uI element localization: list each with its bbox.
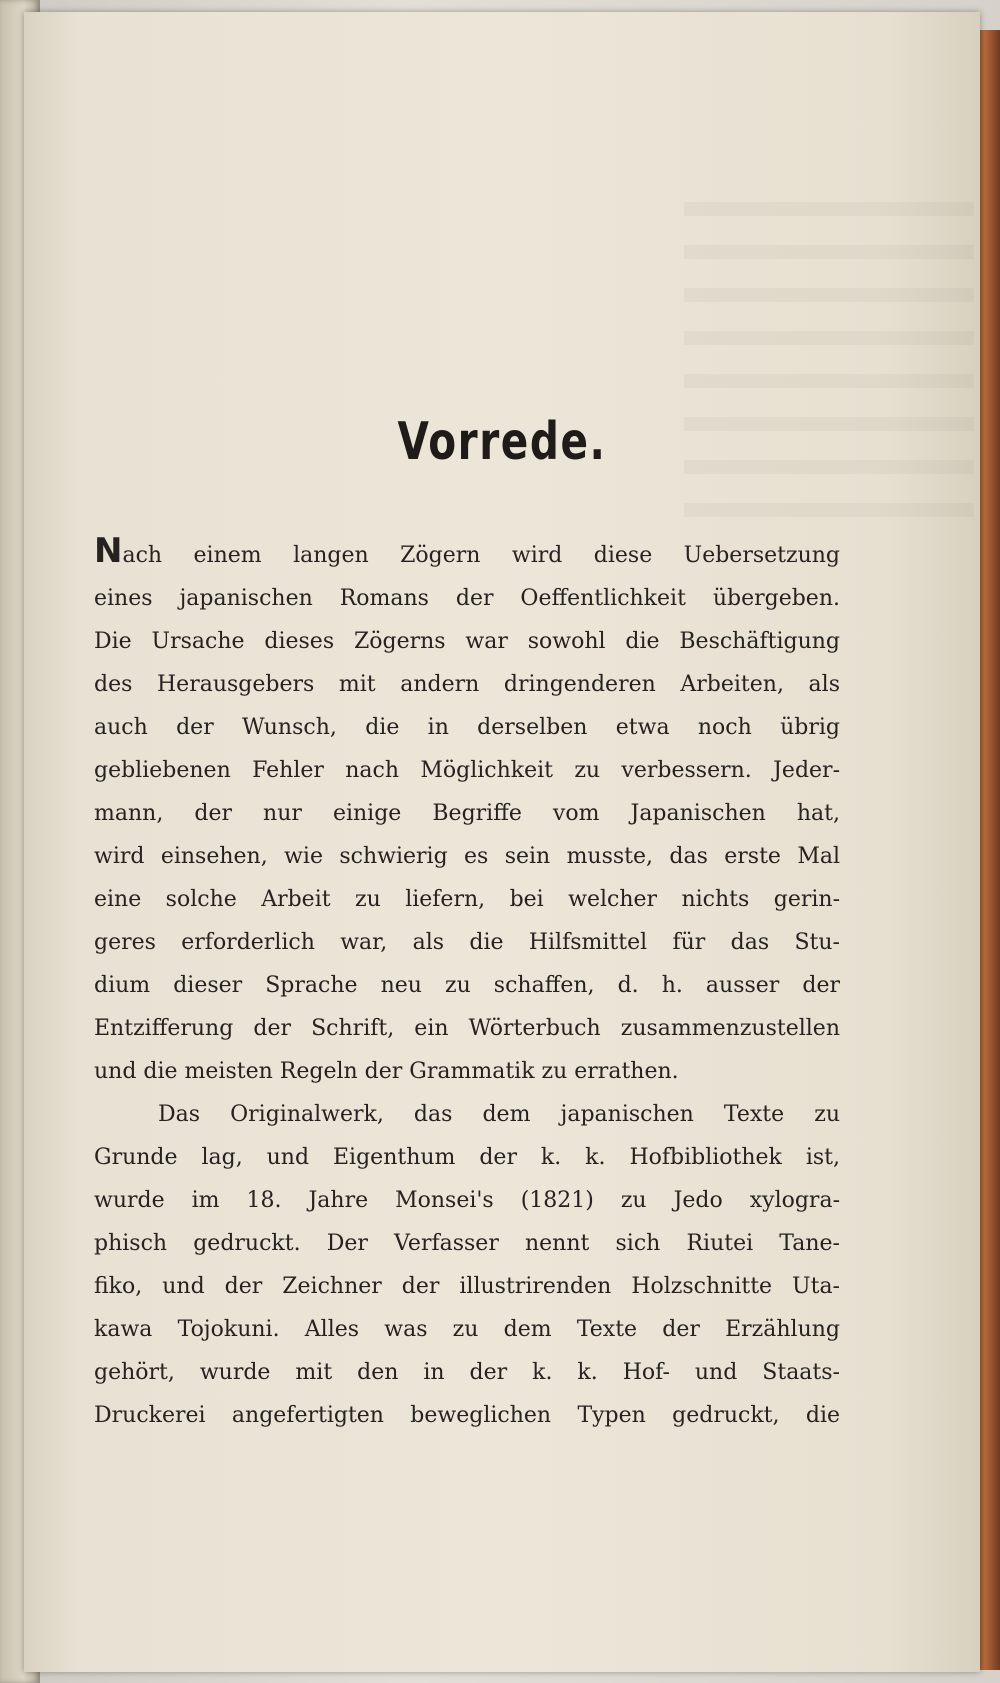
paragraph-line: gehört, wurde mit den in der k. k. Hof- und Staats- xyxy=(94,1360,840,1385)
paragraph-line: kawa Tojokuni. Alles was zu dem Texte der Erzählung xyxy=(94,1317,840,1342)
paragraph-line: mann, der nur einige Begriffe vom Japanischen hat, xyxy=(94,801,840,826)
paragraph-line: des Herausgebers mit andern dringenderen Arbeiten, als xyxy=(94,672,840,697)
paragraph-line: Druckerei angefertigten beweglichen Typen gedruckt, die xyxy=(94,1403,840,1428)
paragraph-line: dium dieser Sprache neu zu schaffen, d. h. ausser der xyxy=(94,973,840,998)
show-through-text xyxy=(684,202,974,532)
paragraph-line: und die meisten Regeln der Grammatik zu errathen. xyxy=(94,1059,679,1084)
paragraph-line: Die Ursache dieses Zögerns war sowohl die Beschäftigung xyxy=(94,629,840,654)
paragraph-line: Grunde lag, und Eigenthum der k. k. Hofbibliothek ist, xyxy=(94,1145,840,1170)
paragraph-line: fiko, und der Zeichner der illustrirenden Holzschnitte Uta- xyxy=(94,1274,840,1299)
paragraph-line: geres erforderlich war, als die Hilfsmittel für das Stu- xyxy=(94,930,840,955)
paragraph-line: auch der Wunsch, die in derselben etwa noch übrig xyxy=(94,715,840,740)
paragraph-line: gebliebenen Fehler nach Möglichkeit zu verbessern. Jeder- xyxy=(94,758,840,783)
paragraph-line: eines japanischen Romans der Oeffentlichkeit übergeben. xyxy=(94,586,840,611)
paragraph-line: Entzifferung der Schrift, ein Wörterbuch zusammenzustellen xyxy=(94,1016,840,1041)
page-heading: Vorrede. xyxy=(397,412,607,472)
paragraph-line: Das Originalwerk, das dem japanischen Texte zu xyxy=(158,1102,840,1127)
drop-cap: N xyxy=(94,531,123,571)
paragraph-line: phisch gedruckt. Der Verfasser nennt sich Riutei Tane- xyxy=(94,1231,840,1256)
book-page xyxy=(24,12,980,1672)
paragraph-line: wird einsehen, wie schwierig es sein musste, das erste Mal xyxy=(94,844,840,869)
body-text xyxy=(94,531,840,1437)
paragraph-line: Nach einem langen Zögern wird diese Uebersetzung xyxy=(94,531,840,571)
paragraph-line: wurde im 18. Jahre Monsei's (1821) zu Jedo xylogra- xyxy=(94,1188,840,1213)
paragraph-line: eine solche Arbeit zu liefern, bei welcher nichts gerin- xyxy=(94,887,840,912)
